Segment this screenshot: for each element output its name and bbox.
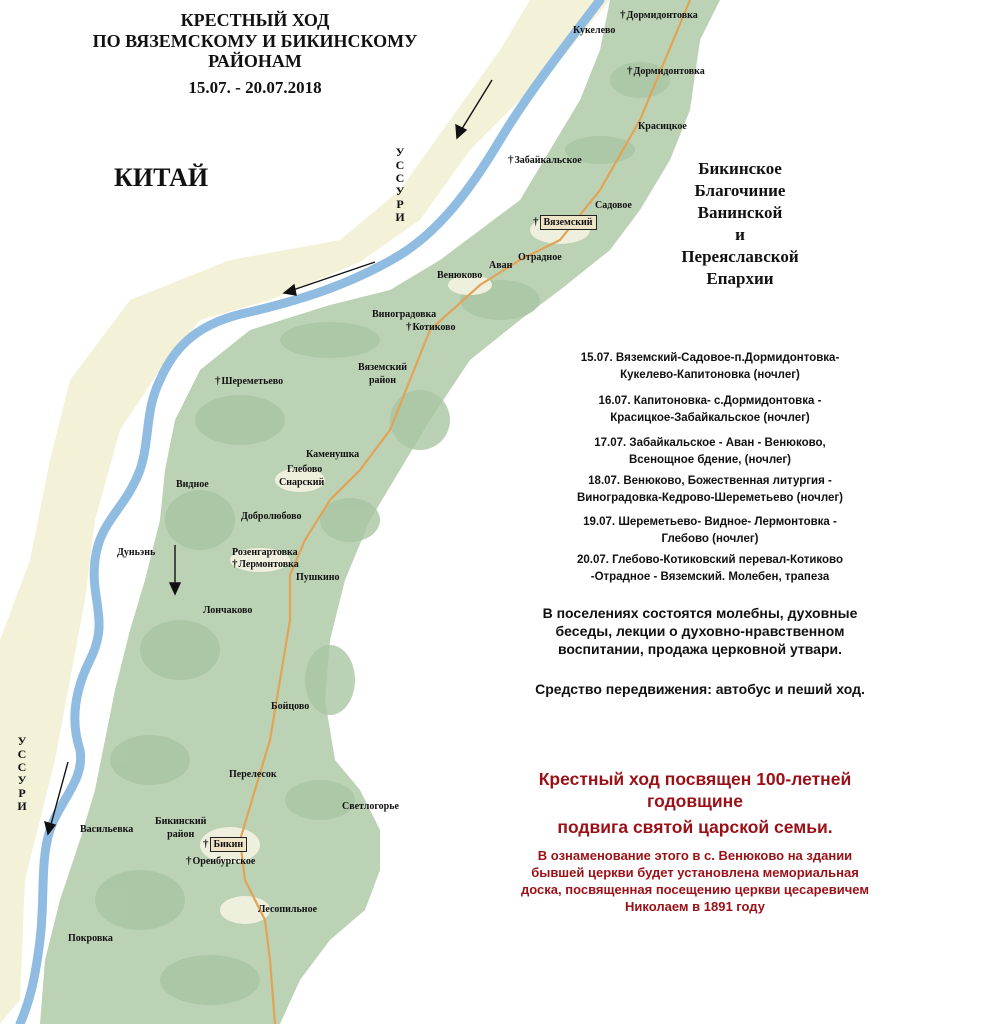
place-sadovoe xyxy=(595,201,632,211)
schedule-line: 16.07. Капитоновка- с.Дормидонтовка - xyxy=(598,395,822,407)
place-pokrovka xyxy=(68,934,113,944)
schedule-line: 17.07. Забайкальское - Аван - Венюково, xyxy=(594,437,826,449)
church-cross-icon: † xyxy=(620,9,626,21)
place-name: Каменушка xyxy=(306,449,360,460)
place-dormidontovka-2 xyxy=(627,66,705,77)
church-cross-icon: † xyxy=(627,65,633,77)
diocese-line: Благочиние xyxy=(694,181,786,200)
place-lesopilnoe xyxy=(258,905,317,915)
schedule-line: 20.07. Глебово-Котиковский перевал-Котиково xyxy=(576,554,843,566)
church-cross-icon: † xyxy=(508,154,514,166)
place-glebovo xyxy=(287,465,322,475)
place-boytsovo xyxy=(271,702,309,712)
place-name: Виноградовка xyxy=(372,309,437,320)
place-lonchakovo xyxy=(203,606,252,616)
place-dunjen xyxy=(117,548,155,558)
place-name: Аван xyxy=(489,260,513,271)
place-vinogradovka xyxy=(372,310,436,320)
place-name: Лончаково xyxy=(203,605,253,616)
place-name: Дормидонтовка xyxy=(626,10,698,21)
diocese-line: и xyxy=(735,225,745,244)
place-name: Лесопильное xyxy=(258,904,318,915)
events-info xyxy=(470,604,930,658)
memorial-line: В ознаменование этого в с. Венюково на здании xyxy=(537,848,853,863)
district-name: Вяземский xyxy=(358,362,408,373)
church-cross-icon: † xyxy=(186,855,192,867)
place-name: Дормидонтовка xyxy=(633,66,705,77)
dedication-line: подвига святой царской семьи. xyxy=(557,817,833,837)
place-krasitskoe xyxy=(638,122,687,132)
place-name: Светлогорье xyxy=(342,801,399,812)
place-name: Бойцово xyxy=(271,701,310,712)
river-letter: И xyxy=(395,210,405,224)
diocese-line: Ванинской xyxy=(697,203,783,222)
district-name: Бикинский xyxy=(155,816,207,827)
river-letter: Р xyxy=(396,197,404,211)
memorial-line: Николаем в 1891 году xyxy=(625,899,765,914)
dedication-line: годовщине xyxy=(647,791,743,811)
info-line: Средство передвижения: автобус и пеший ход. xyxy=(535,681,865,697)
place-name: Лермонтовка xyxy=(238,559,299,570)
transport-info xyxy=(470,680,930,698)
diocese-line: Епархии xyxy=(706,269,774,288)
title-line1: КРЕСТНЫЙ ХОД xyxy=(180,10,330,30)
place-name: Вяземский xyxy=(540,215,597,230)
dedication-text xyxy=(450,768,940,838)
dedication-line: Крестный ход посвящен 100-летней xyxy=(538,769,852,789)
place-zabaykalskoe xyxy=(508,155,582,166)
river-label-upper xyxy=(393,146,407,224)
place-otradnoe xyxy=(518,253,562,263)
memorial-line: доска, посвященная посещению церкви цесаревичем xyxy=(521,882,869,897)
place-name: Снарский xyxy=(279,477,325,488)
place-vidnoe xyxy=(176,480,209,490)
place-svetlogorie xyxy=(342,802,399,812)
place-rozengartovka xyxy=(232,548,298,558)
place-name: Шереметьево xyxy=(221,376,284,387)
country-label-china: КИТАЙ xyxy=(114,163,209,192)
place-vasilevka xyxy=(80,825,133,835)
place-name: Венюково xyxy=(437,270,483,281)
place-avan xyxy=(489,261,512,271)
place-name: Глебово xyxy=(287,464,323,475)
schedule-line: 19.07. Шереметьево- Видное- Лермонтовка - xyxy=(583,516,837,528)
place-name: Дуньэнь xyxy=(117,547,156,558)
river-letter: С xyxy=(17,760,27,774)
place-name: Видное xyxy=(176,479,209,490)
diocese-block xyxy=(650,158,830,290)
title-line2: ПО ВЯЗЕМСКОМУ И БИКИНСКОМУ РАЙОНАМ xyxy=(92,30,418,72)
info-line: воспитании, продажа церковной утвари. xyxy=(557,641,843,657)
river-letter: Р xyxy=(18,786,26,800)
church-cross-icon: † xyxy=(203,838,209,850)
place-bikin xyxy=(203,839,247,850)
schedule-line: Кукелево-Капитоновка (ночлег) xyxy=(620,369,800,381)
place-pushkino xyxy=(296,573,340,583)
place-name: Добролюбово xyxy=(241,511,302,522)
diocese-line: Бикинское xyxy=(698,159,782,178)
district-name: район xyxy=(368,375,397,386)
place-name: Бикин xyxy=(210,837,248,852)
place-name: Перелесок xyxy=(229,769,277,780)
memorial-text xyxy=(450,847,940,915)
place-name: Садовое xyxy=(595,200,632,211)
schedule-line: 15.07. Вяземский-Садовое-п.Дормидонтовка- xyxy=(580,352,840,364)
memorial-line: бывшей церкви будет установлена мемориальная xyxy=(531,865,859,880)
schedule-line: Глебово (ночлег) xyxy=(661,533,759,545)
schedule-day-1 xyxy=(540,350,880,384)
schedule-day-3 xyxy=(540,435,880,469)
river-letter: У xyxy=(395,184,405,198)
place-pereleski xyxy=(229,770,277,780)
church-cross-icon: † xyxy=(232,558,238,570)
info-line: беседы, лекции о духовно-нравственном xyxy=(555,623,845,639)
place-name: Васильевка xyxy=(80,824,134,835)
district-name: район xyxy=(167,829,195,840)
place-venyukovo xyxy=(437,271,482,281)
schedule-day-6 xyxy=(540,552,880,586)
river-letter: С xyxy=(395,158,405,172)
schedule-day-4 xyxy=(540,473,880,507)
place-kukelevo xyxy=(573,26,615,36)
place-orenburgskoe xyxy=(186,856,255,867)
place-lermontovka xyxy=(232,559,299,570)
church-cross-icon: † xyxy=(533,216,539,228)
place-name: Покровка xyxy=(68,933,113,944)
place-name: Кукелево xyxy=(573,25,616,36)
map-title xyxy=(60,10,450,98)
river-letter: У xyxy=(17,734,27,748)
info-line: В поселениях состоятся молебны, духовные xyxy=(542,605,858,621)
schedule-line: Всенощное бдение, (ночлег) xyxy=(628,454,791,466)
place-vyazemsky xyxy=(533,217,597,228)
place-name: Забайкальское xyxy=(514,155,582,166)
place-bikinsky-rayon xyxy=(155,815,206,841)
church-cross-icon: † xyxy=(406,321,412,333)
place-kamenushka xyxy=(306,450,359,460)
schedule-day-5 xyxy=(540,514,880,548)
place-dormidontovka-1 xyxy=(620,10,698,21)
place-dobrolyubovo xyxy=(241,512,302,522)
place-name: Пушкино xyxy=(296,572,340,583)
schedule-day-2 xyxy=(540,393,880,427)
river-letter: С xyxy=(395,171,405,185)
river-label-lower xyxy=(15,735,29,813)
place-name: Отрадное xyxy=(518,252,562,263)
place-kotikovo xyxy=(406,322,456,333)
schedule-line: -Отрадное - Вяземский. Молебен, трапеза xyxy=(590,571,830,583)
river-letter: И xyxy=(17,799,27,813)
diocese-line: Переяславской xyxy=(681,247,799,266)
place-name: Красицкое xyxy=(638,121,687,132)
place-name: Котиково xyxy=(412,322,456,333)
place-vyazemsky-rayon xyxy=(358,361,407,387)
river-letter: У xyxy=(395,145,405,159)
place-name: Оренбургское xyxy=(192,856,256,867)
title-dates: 15.07. - 20.07.2018 xyxy=(188,78,322,98)
schedule-line: 18.07. Венюково, Божественная литургия - xyxy=(588,475,832,487)
place-name: Розенгартовка xyxy=(232,547,298,558)
schedule-line: Красицкое-Забайкальское (ночлег) xyxy=(610,412,810,424)
river-letter: С xyxy=(17,747,27,761)
schedule-line: Виноградовка-Кедрово-Шереметьево (ночлег) xyxy=(576,492,844,504)
river-letter: У xyxy=(17,773,27,787)
place-sheremetevo xyxy=(215,376,283,387)
place-snarsky xyxy=(279,478,324,488)
church-cross-icon: † xyxy=(215,375,221,387)
